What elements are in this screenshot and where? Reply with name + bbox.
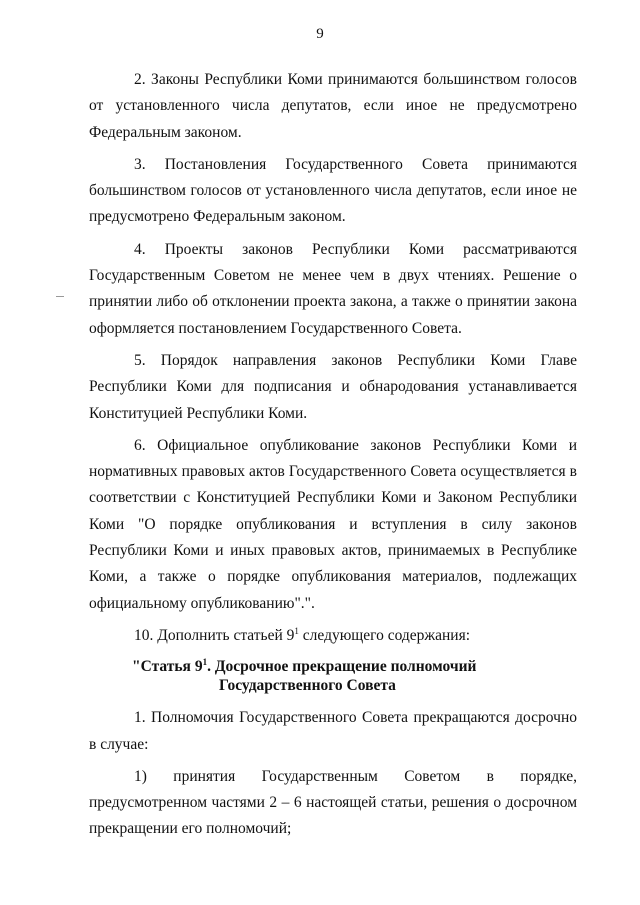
paragraph-5: 5. Порядок направления законов Республики Коми Главе Республики Коми для подписания и обнародования устанавливается Конституцией Республики Коми.	[89, 351, 577, 422]
article-subparagraph-1: 1) принятия Государственным Советом в порядке, предусмотренном частями 2 – 6 настоящей статьи, решения о досрочном прекращении его полномочий;	[89, 767, 577, 838]
paragraph-6: 6. Официальное опубликование законов Республики Коми и нормативных правовых актов Государственного Совета осуществляется в соответствии с Конституцией Республики Коми и Законом Республики Коми "О порядке опубликования и вступления в силу законов Республики Коми и иных правовых актов, принимаемых в Республике Коми, а также о порядке опубликования материалов, подлежащих официальному опубликованию".".	[89, 436, 577, 612]
article-heading-title: . Досрочное прекращение полномочий	[207, 658, 477, 676]
paragraph-2: 2. Законы Республики Коми принимаются большинством голосов от установленного числа депутатов, если иное не предусмотрено Федеральным законом.	[89, 71, 577, 141]
article-heading-line2: Государственного Совета	[219, 677, 396, 695]
article-heading-line1	[89, 657, 577, 676]
paragraph-10	[89, 623, 577, 649]
paragraph-4: 4. Проекты законов Республики Коми рассматриваются Государственным Советом не менее чем в двух чтениях. Решение о принятии либо об отклонении проекта закона, а также о принятии закона оформляется постановлением Государственного Совета.	[89, 240, 577, 337]
article-heading	[89, 657, 577, 695]
paragraph-3: 3. Постановления Государственного Совета принимаются большинством голосов от установленного числа депутатов, если иное не предусмотрено Федеральным законом.	[89, 155, 577, 226]
page-number: 9	[316, 26, 324, 42]
document-body	[89, 67, 577, 849]
paragraph-10-superscript: 1	[294, 625, 299, 636]
article-heading-prefix: "Статья 9	[132, 658, 203, 676]
paragraph-10-prefix: 10. Дополнить статьей 9	[134, 626, 295, 644]
margin-mark	[56, 296, 64, 297]
article-heading-superscript: 1	[202, 657, 208, 668]
article-paragraph-1: 1. Полномочия Государственного Совета прекращаются досрочно в случае:	[89, 709, 577, 753]
paragraph-10-suffix: следующего содержания:	[298, 626, 471, 644]
